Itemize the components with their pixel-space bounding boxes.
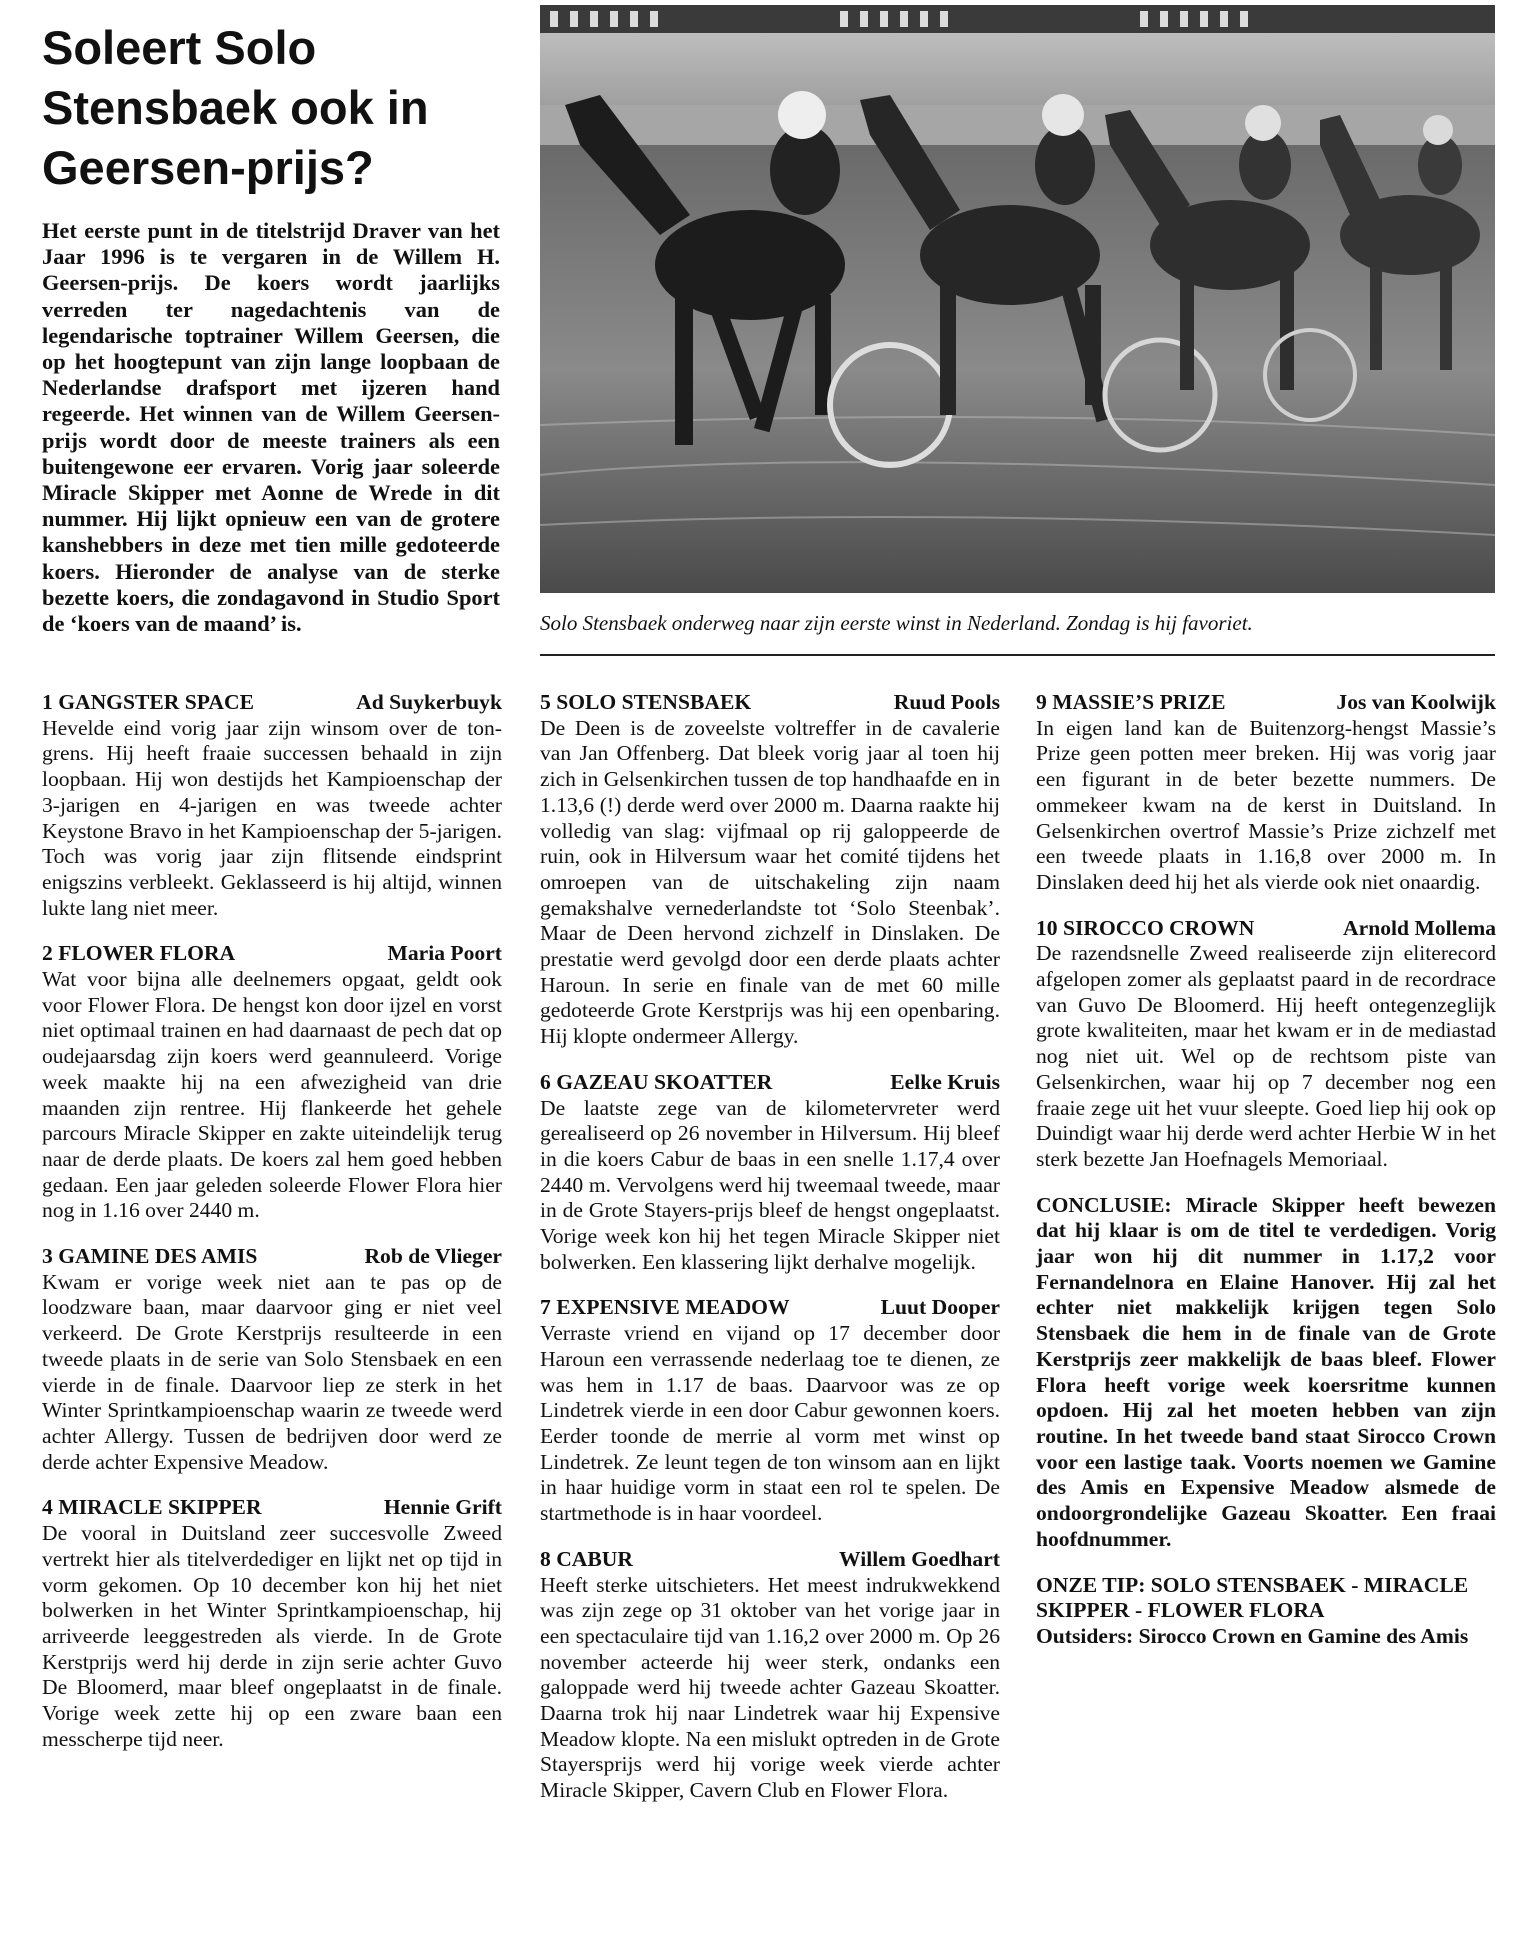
horse-name: 6 GAZEAU SKOATTER (540, 1069, 773, 1094)
photo-caption: Solo Stensbaek onderweg naar zijn eerste winst in Nederland. Zondag is hij favoriet. (540, 611, 1253, 635)
entry-6 (540, 1070, 1000, 1276)
trainer-name: Arnold Mollema (1343, 915, 1496, 940)
horse-name: 10 SIROCCO CROWN (1036, 915, 1255, 940)
entry-text: De razendsnelle Zweed realiseerde zijn eliterecord afgelopen zomer als geplaatst paard in de recordrace van Guvo De Bloomerd. Hij heeft ontegenzeglijk grote kwaliteiten, maar het kwam er in de mediastad nog niet uit. Wel op de rechtsom piste van Gelsenkirchen, waar hij op 7 december nog een fraaie zege uit het vuur sleepte. Goed liep hij ook op Duindigt waar hij derde werd achter Herbie W in het sterk bezette Jan Hoefnagels Memoriaal. (1036, 941, 1496, 1171)
trainer-name: Luut Dooper (880, 1295, 1000, 1320)
entry-text: Kwam er vorige week niet aan te pas op de loodzware baan, maar daarvoor ging er niet veel verkeerd. De Grote Kerstprijs resulteerde in een tweede plaats in de serie van Solo Stensbaek en een vierde in de finale. Daarvoor liep ze sterk in het Winter Sprintkampioenschap waarin ze tweede werd achter Allergy. Tussen de bedrijven door werd ze derde achter Expensive Meadow. (42, 1269, 502, 1474)
entry-text: Verraste vriend en vijand op 17 december door Haroun een verrassende nederlaag toe te dienen, ze was hem in 1.17 de baas. Daarvoor was ze op Lindetrek vierde in een door Cabur gewonnen koers. Eerder toonde de merrie al vorm met winst op Lindetrek. Ze leunt tegen de ton winsom aan en lijkt in haar huidige vorm in staat een rol te spelen. De startmethode is in haar voordeel. (540, 1321, 1000, 1526)
outsiders-line: Outsiders: Sirocco Crown en Gamine des Amis (1036, 1623, 1469, 1648)
horse-name: 7 EXPENSIVE MEADOW (540, 1295, 790, 1320)
entry-3 (42, 1244, 502, 1475)
horse-name: 9 MASSIE’S PRIZE (1036, 690, 1226, 714)
entry-8 (540, 1547, 1000, 1804)
trainer-name: Rob de Vlieger (364, 1244, 502, 1269)
horse-name: 1 GANGSTER SPACE (42, 690, 254, 714)
article-lead: Het eerste punt in de titelstrijd Draver van het Jaar 1996 is te vergaren in de Willem H. Geersen-prijs. De koers wordt jaarlijks verreden ter nagedachtenis van de legendarische toptrainer Willem Geersen, die op het hoogtepunt van zijn lange loopbaan de Nederlandse drafsport met ijzeren hand regeerde. Het winnen van de Willem Geersen-prijs wordt door de meeste trainers als een buitengewone eer ervaren. Vorig jaar soleerde Miracle Skipper met Aonne de Wrede in dit nummer. Hij lijkt opnieuw een van de grotere kanshebbers in deze met tien mille gedoteerde koers. Hieronder de analyse van de sterke bezette koers, die zondagavond in Studio Sport de ‘koers van de maand’ is. (42, 218, 500, 637)
trainer-name: Willem Goedhart (839, 1546, 1000, 1571)
entry-10 (1036, 916, 1496, 1173)
divider (540, 654, 1495, 656)
trainer-name: Ad Suykerbuyk (356, 690, 502, 714)
harness-racing-photo (540, 5, 1495, 593)
article-title: Soleert Solo Stensbaek ook in Geersen-prijs? (42, 21, 429, 194)
entry-5 (540, 690, 1000, 1050)
horse-name: 8 CABUR (540, 1546, 633, 1571)
entry-text: De vooral in Duitsland zeer succesvolle Zweed vertrekt hier als titelverdediger en lijkt net op tijd in vorm gekomen. Op 10 december kon hij het niet bolwerken in het Winter Sprintkampioenschap, hij arriveerde leeggestreden als vierde. In de Grote Kerstprijs werd hij derde in zijn serie achter Guvo De Bloomerd, maar bleef ongeplaatst in de finale. Vorige week zette hij op een zware baan een messcherpe tijd neer. (42, 1521, 502, 1751)
entry-text: De laatste zege van de kilometervreter werd gerealiseerd op 26 november in Hilversum. Hij bleef in die koers Cabur de baas in een snelle 1.17,4 over 2440 m. Vervolgens werd hij tweemaal tweede, maar in de Grote Stayers-prijs bleef de hengst ongeplaatst. Vorige week kon hij het tegen Miracle Skipper niet bolwerken. Een klassering lijkt derhalve mogelijk. (540, 1095, 1000, 1274)
conclusion: CONCLUSIE: Miracle Skipper heeft bewezen dat hij klaar is om de titel te verdedigen. Vorig jaar won hij dit nummer in 1.17,2 voor Fernandelnora en Elaine Hanover. Hij zal het echter niet makkelijk krijgen tegen Solo Stensbaek die hem in de finale van de Grote Kerstprijs zeer makkelijk de baas bleef. Flower Flora heeft vorige week koersritme kunnen opdoen. Hij zal het moeten hebben van zijn routine. In het tweede band staat Sirocco Crown voor een lastige taak. Voorts noemen we Gamine des Amis en Expensive Meadow alsmede de ondoorgrondelijke Gazeau Skoatter. Een fraai hoofdnummer. (1036, 1192, 1496, 1551)
horse-name: 2 FLOWER FLORA (42, 941, 236, 966)
column-1 (42, 690, 502, 1772)
entry-7 (540, 1295, 1000, 1526)
column-3 (1036, 690, 1496, 1650)
tip-box (1036, 1573, 1496, 1650)
entry-4 (42, 1495, 502, 1752)
entry-1 (42, 690, 502, 921)
entry-text: Heeft sterke uitschieters. Het meest indrukwekkend was zijn zege op 31 oktober van het vorige jaar in een spectaculaire tijd van 1.16,2 over 2000 m. Op 26 november acteerde hij weer sterk, ondanks een galoppade werd hij tweede achter Gazeau Skoatter. Daarna trok hij naar Lindetrek waar hij Expensive Meadow klopte. Na een mislukt optreden in de Grote Stayersprijs werd hij vorige week vierde achter Miracle Skipper, Cavern Club en Flower Flora. (540, 1572, 1000, 1803)
entry-text: Wat voor bijna alle deelnemers opgaat, geldt ook voor Flower Flora. De hengst kon door ijzel en vorst niet optimaal trainen en had daarnaast de pech dat op oudejaarsdag zijn koers werd geannuleerd. Vorige week maakte hij na een afwezigheid van drie maanden zijn rentree. Hij flankeerde het gehele parcours Miracle Skipper en zakte uiteindelijk terug naar de derde plaats. De koers zal hem goed hebben gedaan. Een jaar geleden soleerde Flower Flora hier nog in 1.16 over 2440 m. (42, 967, 502, 1223)
trainer-name: Eelke Kruis (890, 1069, 1000, 1094)
entry-9 (1036, 690, 1496, 896)
column-2 (540, 690, 1000, 1824)
horse-name: 5 SOLO STENSBAEK (540, 690, 752, 714)
harness-racing-illustration (540, 5, 1495, 593)
trainer-name: Ruud Pools (893, 690, 1000, 714)
trainer-name: Maria Poort (387, 941, 502, 966)
horse-name: 4 MIRACLE SKIPPER (42, 1495, 262, 1520)
tip-line: ONZE TIP: SOLO STENSBAEK - MIRACLE SKIPPER - FLOWER FLORA (1036, 1572, 1469, 1623)
trainer-name: Jos van Koolwijk (1336, 690, 1496, 714)
horse-name: 3 GAMINE DES AMIS (42, 1244, 258, 1269)
entry-text: De Deen is de zoveelste voltreffer in de cavalerie van Jan Offenberg. Dat bleek vorig jaar al toen hij zich in Gelsenkirchen tussen de top handhaafde en in 1.13,6 (!) derde werd over 2000 m. Daarna raakte hij volledig van slag: vijfmaal op rij galoppeerde de ruin, ook in Hilversum waar het comité tijdens het omroepen van de uitschakeling zijn naam gemakshalve vernederlandste tot ‘Solo Steenbak’. Maar de Deen hervond zichzelf in Dinslaken. De prestatie werd gevolgd door een derde plaats achter Haroun. In serie en finale van de met 60 mille gedoteerde Grote Kerstprijs was hij een openbaring. Hij klopte ondermeer Allergy. (540, 715, 1000, 1049)
entry-text: Hevelde eind vorig jaar zijn winsom over de ton-grens. Hij heeft fraaie successen behaald in zijn loopbaan. Hij won destijds het Kampioenschap der 3-jarigen en 4-jarigen en was tweede achter Keystone Bravo in het Kampioenschap der 5-jarigen. Toch was vorig jaar zijn flitsende eindsprint enigszins verbleekt. Geklasseerd is hij altijd, winnen lukte lang niet meer. (42, 715, 502, 920)
entry-2 (42, 941, 502, 1224)
entry-text: In eigen land kan de Buitenzorg-hengst Massie’s Prize geen potten meer breken. Hij was vorig jaar een figurant in de beter bezette nummers. De ommekeer kwam na de kerst in Duitsland. In Gelsenkirchen overtrof Massie’s Prize zichzelf met een tweede plaats in 1.16,8 over 2000 m. In Dinslaken deed hij het als vierde ook niet onaardig. (1036, 715, 1496, 894)
trainer-name: Hennie Grift (383, 1495, 502, 1520)
